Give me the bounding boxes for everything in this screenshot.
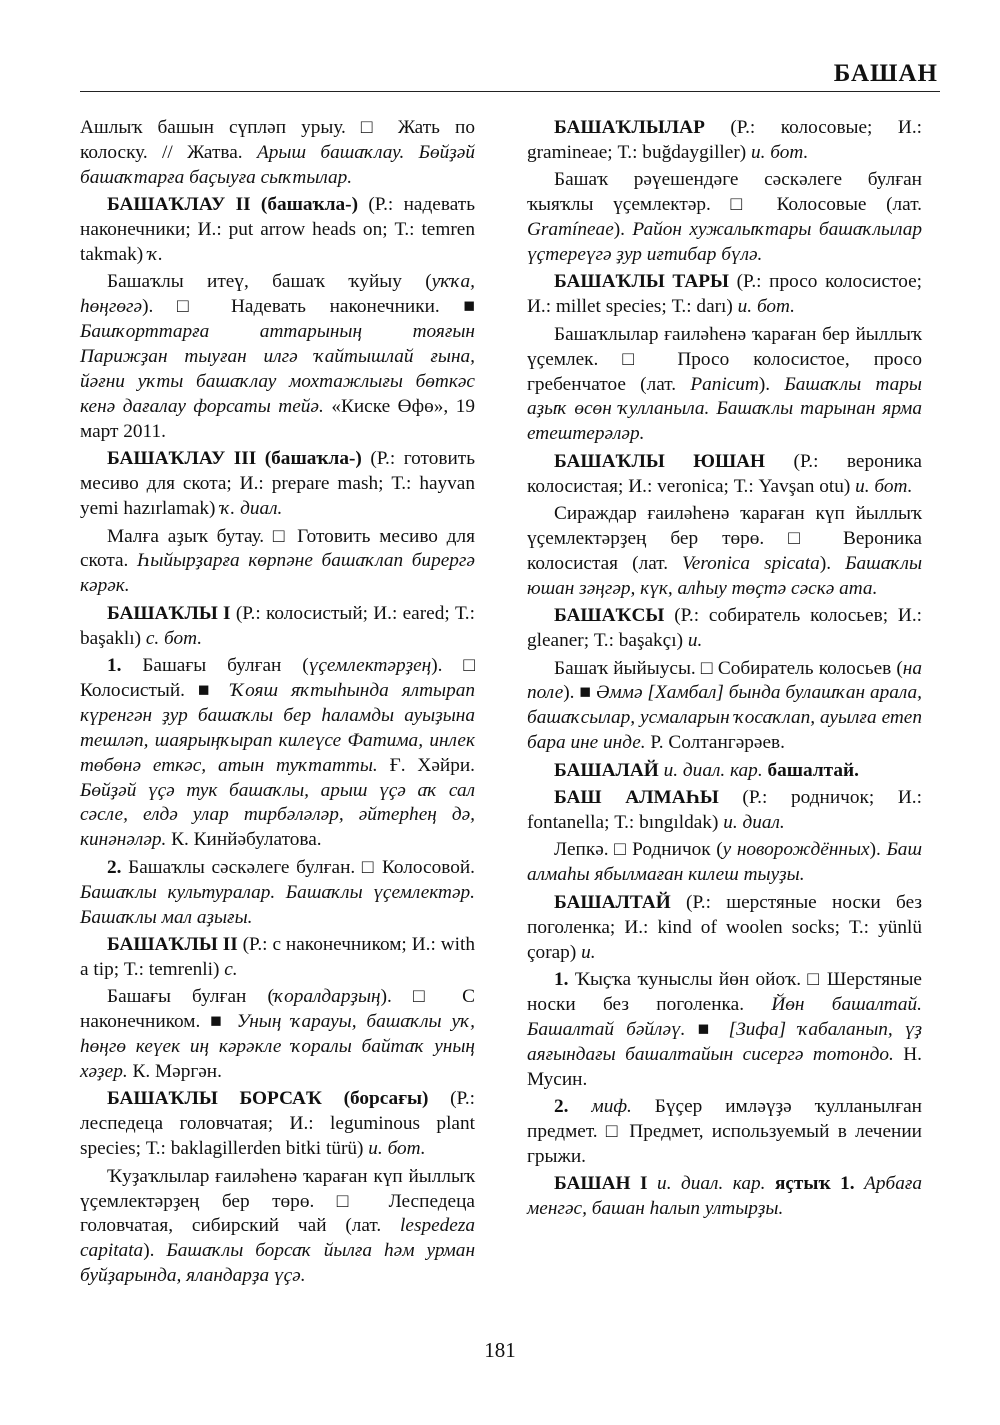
entry-paragraph: Ҡуҙаҡлылар ғаиләһенә ҡараған күп йыллыҡ үҫемлектәрҙең бер төрө. □ Леспедеца головчатая, сибирский чай (лат. lespedeza capitata). Башаҡлы борсаҡ йылға һәм урман буйҙарында, яландарҙа үҫә. <box>80 1165 476 1287</box>
entry-paragraph: 2. миф. Бүҫер имләүҙә ҡулланылған предмет. □ Предмет, используемый в лечении грыжи. <box>527 1095 922 1167</box>
left-column <box>80 116 475 1292</box>
entry-paragraph: 1. Башағы булған (үҫемлектәрҙең). □ Колосистый. ■ Ҡояш яҡтыһында ялтырап күренгән ҙур башаҡлы бер һаламды ауыҙына тешләп, шаярыңҡырап килеүсе Фатима, инлек төбөнә еткәс, атын туҡтатты. Ғ. Хәйри. Бөйҙәй үҫә тук башаҡлы, арыш үҫә аҡ сал сәсле, елдә улар тирбәләләр, әйтерһең дә, кинәнәләр. К. Кинйәбулатова. <box>80 655 475 851</box>
entry-paragraph: БАШАҠЛЫ ЮШАН (Р.: вероника колосистая; И.: veronica; Т.: Yavşan otu) и. бот. <box>527 450 922 497</box>
right-column <box>527 116 922 1224</box>
entry-paragraph: Башағы булған (ҡоралдарҙың). □ С наконечником. ■ Уның ҡарауы, башаҡлы уҡ, һөңгө кеүек иң кәрәкле ҡоралы байтаҡ уның хәҙер. К. Мәргән. <box>80 986 476 1083</box>
entry-paragraph: Сираждар ғаиләһенә ҡараған күп йыллыҡ үҫемлектәрҙең бер төрө. □ Вероника колосистая (лат. Veronica spicata). Башаҡлы юшан зәңгәр, күк, алһыу төҫтә сәскә ата. <box>527 503 923 599</box>
entry-paragraph: Малға аҙыҡ бутау. □ Готовить месиво для скота. Һыйырҙарға көрпәне башаҡлап бирергә кәрәк. <box>80 525 475 597</box>
entry-paragraph: Башаҡлы итеү, башаҡ ҡуйыу (уҡҡа, һөңгөгә). □ Надевать наконечники. ■ Башҡорттарға аттарының тояғын Парижҙан тыуған илгә ҡайтышлай ғына, йәғни уҡты башаҡлау мохтажлығы бөткәс кенә дағалау форсаты тейә. «Киске Өфө», 19 март 2011. <box>80 271 475 442</box>
entry-paragraph: БАШАҠЛЫ I (Р.: колосистый; И.: eared; Т.: başaklı) с. бот. <box>80 602 475 649</box>
entry-paragraph: 1. Ҡыҫҡа ҡуныслы йөн ойоҡ. □ Шерстяные носки без поголенка. Йөн башалтай. Башалтай бәйләү. ■ [Зифа] ҡабаланып, үҙ аяғындағы башалтайын сисергә тотондо. Н. Мусин. <box>527 968 923 1090</box>
entry-paragraph: БАШАН I и. диал. кар. яҫтыҡ 1. Арбаға менгәс, башан һалып ултырҙы. <box>527 1173 923 1220</box>
entry-paragraph: БАШАЛАЙ и. диал. кар. башалтай. <box>554 759 859 781</box>
entry-paragraph: Башаҡлылар ғаиләһенә ҡараған бер йыллыҡ үҫемлек. □ Просо колосистое, просо гребенчатое (лат. Panicum). Башаҡлы тары аҙыҡ өсөн ҡулланыла. Башаҡлы тарынан ярма етештерәләр. <box>527 323 922 445</box>
entry-paragraph: БАШАҠЛЫЛАР (Р.: колосовые; И.: gramineae; Т.: buğdaygiller) и. бот. <box>527 117 922 163</box>
running-head: БАШАН <box>833 60 938 87</box>
entry-paragraph: Башаҡ рәүешендәге сәскәлеге булған ҡыяҡлы үҫемлектәр. □ Колосовые (лат. Gramíneae). Район хужалыҡтары башаҡлылар үҫтереүгә ҙур иғтибар бүлә. <box>527 169 922 266</box>
entry-paragraph: Лепкә. □ Родничок (у новорождённых). Баш алмаһы ябылмаған килеш тыуҙы. <box>527 839 923 886</box>
entry-paragraph: БАШАҠЛАУ II (башаҡла-) (Р.: надевать наконечники; И.: put arrow heads on; Т.: temren takmak) ҡ. <box>80 194 475 266</box>
entry-paragraph: БАШАҠЛЫ ТАРЫ (Р.: просо колосистое; И.: millet species; Т.: darı) и. бот. <box>527 271 922 318</box>
entry-paragraph: БАШАҠЛАУ III (башаҡла-) (Р.: готовить месиво для скота; И.: prepare mash; Т.: hayvan yemi hazırlamak) ҡ. диал. <box>80 448 475 520</box>
page-number: 181 <box>484 1338 516 1362</box>
header-rule <box>80 91 940 92</box>
entry-paragraph: БАШАЛТАЙ (Р.: шерстяные носки без поголенка; И.: kind of woolen socks; Т.: yünlü çorap) и. <box>527 891 922 963</box>
entry-paragraph: БАШ АЛМАҺЫ (Р.: родничок; И.: fontanella; Т.: bıngıldak) и. диал. <box>527 787 922 833</box>
entry-paragraph: Ашлыҡ башын сүпләп урыу. □ Жать по колоску. // Жатва. Арыш башаҡлау. Бөйҙәй башаҡтарға баҫыуға сыҡтылар. <box>80 117 475 188</box>
entry-paragraph: БАШАҠСЫ (Р.: собиратель колосьев; И.: gleaner; Т.: başakçı) и. <box>527 605 922 652</box>
entry-paragraph: БАШАҠЛЫ II (Р.: с наконечником; И.: with a tip; Т.: temrenli) с. <box>80 934 475 980</box>
entry-paragraph: 2. Башаҡлы сәскәлеге булған. □ Колосовой. Башаҡлы культуралар. Башаҡлы үҫемлектәр. Башаҡлы мал аҙығы. <box>80 856 475 928</box>
entry-paragraph: Башаҡ йыйыусы. □ Собиратель колосьев (на поле). ■ Әммә [Хамбал] бында булашҡан арала, башаҡсылар, усмаларын ҡосаҡлап, ауылға етеп бара ине инде. Р. Солтангәрәев. <box>527 657 923 754</box>
entry-paragraph: БАШАҠЛЫ БОРСАҠ (борсағы) (Р.: леспедеца головчатая; И.: leguminous plant species; Т.: baklagillerden bitki türü) и. бот. <box>80 1088 476 1160</box>
